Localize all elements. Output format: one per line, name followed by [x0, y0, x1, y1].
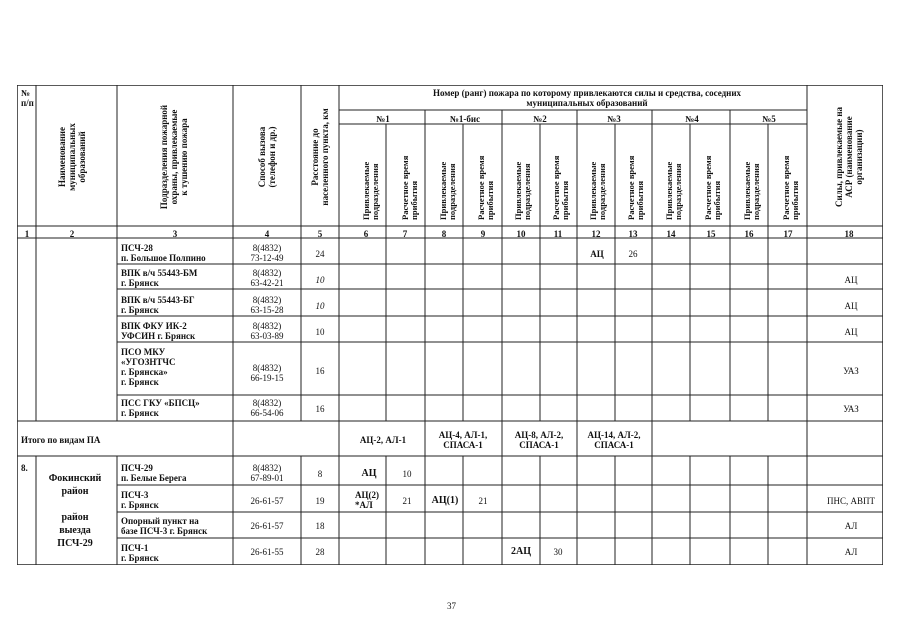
- b2-c9-2: 21: [478, 496, 488, 506]
- totals-r1bis: АЦ-4, АЛ-1, СПАСА-1: [438, 430, 488, 450]
- colnum-15: 15: [706, 229, 716, 239]
- sub-time-4: Расчетное время прибытия: [626, 155, 645, 220]
- rank-1: №1: [376, 114, 390, 124]
- b2-dist-2: 19: [315, 496, 325, 506]
- rank-5: №5: [762, 114, 776, 124]
- colnum-14: 14: [666, 229, 676, 239]
- totals-r2: АЦ-8, АЛ-2, СПАСА-1: [514, 430, 564, 450]
- header-num: № п/п: [21, 88, 34, 108]
- sub-units-1: Привлекаемые подразделения: [361, 161, 380, 220]
- b1-asr-5: УАЗ: [843, 366, 859, 376]
- b1-phone-5: 8(4832) 66-19-15: [250, 363, 284, 383]
- colnum-12: 12: [591, 229, 601, 239]
- b2-unit-3: Опорный пункт на базе ПСЧ-3 г. Брянск: [121, 516, 208, 536]
- totals-label: Итого по видам ПА: [21, 435, 101, 445]
- b2-phone-1: 8(4832) 67-89-01: [250, 463, 284, 483]
- b2-asr-3: АЛ: [844, 521, 858, 531]
- b2-asr-4: АЛ: [844, 547, 858, 557]
- b2-c8-2: АЦ(1): [431, 495, 459, 506]
- colnum-8: 8: [441, 229, 447, 239]
- b2-c6-1: АЦ: [361, 468, 377, 479]
- sub-units-3: Привлекаемые подразделения: [513, 161, 532, 220]
- rank-3: №3: [607, 114, 621, 124]
- rank-2: №2: [533, 114, 547, 124]
- colnum-1: 1: [24, 229, 30, 239]
- b2-c7-1: 10: [402, 469, 412, 479]
- colnum-5: 5: [317, 229, 323, 239]
- rank-4: №4: [685, 114, 699, 124]
- colnum-10: 10: [516, 229, 526, 239]
- b1-dist-2: 10: [315, 275, 325, 285]
- b1-unit-4: ВПК ФКУ ИК-2 УФСИН г. Брянск: [121, 321, 196, 341]
- sub-units-5: Привлекаемые подразделения: [664, 161, 683, 220]
- b1-unit-1: ПСЧ-28 п. Большое Полпино: [121, 243, 206, 263]
- b2-asr-2: ПНС, АВПТ: [826, 496, 876, 506]
- page-number: 37: [447, 601, 456, 611]
- b1-dist-1: 24: [315, 249, 325, 259]
- colnum-6: 6: [363, 229, 369, 239]
- b1-unit-5: ПСО МКУ «УГОЗНТЧС г. Брянска» г. Брянск: [121, 347, 176, 387]
- b1-dist-6: 16: [315, 404, 325, 414]
- b2-unit-1: ПСЧ-29 п. Белые Берега: [121, 463, 187, 483]
- b2-num: 8.: [21, 463, 28, 473]
- sub-time-3: Расчетное время прибытия: [551, 155, 570, 220]
- header-dist: Расстояние до населенного пункта, км: [310, 108, 330, 206]
- b2-dist-3: 18: [315, 521, 325, 531]
- b2-dist-1: 8: [317, 469, 323, 479]
- b1-asr-2: АЦ: [844, 275, 858, 285]
- colnum-18: 18: [844, 229, 854, 239]
- colnum-9: 9: [480, 229, 486, 239]
- document-table: [17, 85, 883, 565]
- b1-dist-5: 16: [315, 366, 325, 376]
- b2-c10-4: 2АЦ: [511, 546, 531, 557]
- b1-phone-2: 8(4832) 63-42-21: [250, 268, 284, 288]
- b2-phone-2: 26-61-57: [250, 496, 284, 506]
- b1-phone-4: 8(4832) 63-03-89: [250, 321, 284, 341]
- header-units: Подразделения пожарной охраны, привлекаемые к тушению пожара: [159, 104, 189, 210]
- colnum-17: 17: [783, 229, 793, 239]
- colnum-2: 2: [69, 229, 75, 239]
- b1-phone-6: 8(4832) 66-54-06: [250, 398, 284, 418]
- b2-c11-4: 30: [553, 547, 563, 557]
- b1-phone-3: 8(4832) 63-15-28: [250, 295, 284, 315]
- colnum-4: 4: [264, 229, 270, 239]
- sub-units-6: Привлекаемые подразделения: [742, 161, 761, 220]
- b2-c6-2: АЦ(2) *АЛ: [355, 490, 379, 510]
- sub-time-6: Расчетное время прибытия: [781, 155, 800, 220]
- colnum-13: 13: [628, 229, 638, 239]
- b1-asr-3: АЦ: [844, 301, 858, 311]
- sub-time-2: Расчетное время прибытия: [476, 155, 495, 220]
- b2-phone-4: 26-61-55: [250, 547, 284, 557]
- header-rank-title: Номер (ранг) пожара по которому привлекаются силы и средства, соседних муниципальных образований: [432, 88, 742, 108]
- b2-c7-2: 21: [402, 496, 412, 506]
- header-mun: Наименование муниципальных образований: [57, 123, 87, 191]
- b1-unit-2: ВПК в/ч 55443-БМ г. Брянск: [121, 268, 198, 288]
- b1-c12-1: АЦ: [590, 249, 604, 259]
- sub-time-5: Расчетное время прибытия: [703, 155, 722, 220]
- sub-units-2: Привлекаемые подразделения: [438, 161, 457, 220]
- b1-dist-4: 10: [315, 327, 325, 337]
- colnum-7: 7: [402, 229, 408, 239]
- b1-unit-6: ПСС ГКУ «БПСЦ» г. Брянск: [121, 398, 200, 418]
- b1-dist-3: 10: [315, 301, 325, 311]
- sub-units-4: Привлекаемые подразделения: [588, 161, 607, 220]
- header-call: Способ вызова (телефон и др.): [257, 126, 277, 188]
- b1-phone-1: 8(4832) 73-12-49: [250, 243, 284, 263]
- b1-unit-3: ВПК в/ч 55443-БГ г. Брянск: [121, 295, 195, 315]
- rank-1bis: №1-бис: [449, 114, 481, 124]
- sub-time-1: Расчетное время прибытия: [400, 155, 419, 220]
- colnum-11: 11: [553, 229, 563, 239]
- totals-r1: АЦ-2, АЛ-1: [359, 435, 407, 445]
- b1-c13-1: 26: [628, 249, 638, 259]
- colnum-16: 16: [744, 229, 754, 239]
- header-asr: Силы, привлекаемые на АСР (наименование организации): [834, 106, 864, 208]
- b2-dist-4: 28: [315, 547, 325, 557]
- b2-unit-4: ПСЧ-1 г. Брянск: [121, 543, 159, 563]
- b2-mun: Фокинский район район выезда ПСЧ-29: [48, 473, 102, 549]
- b1-asr-4: АЦ: [844, 327, 858, 337]
- totals-r3: АЦ-14, АЛ-2, СПАСА-1: [587, 430, 641, 450]
- b1-asr-6: УАЗ: [843, 404, 859, 414]
- b2-phone-3: 26-61-57: [250, 521, 284, 531]
- colnum-3: 3: [172, 229, 178, 239]
- b2-unit-2: ПСЧ-3 г. Брянск: [121, 490, 159, 510]
